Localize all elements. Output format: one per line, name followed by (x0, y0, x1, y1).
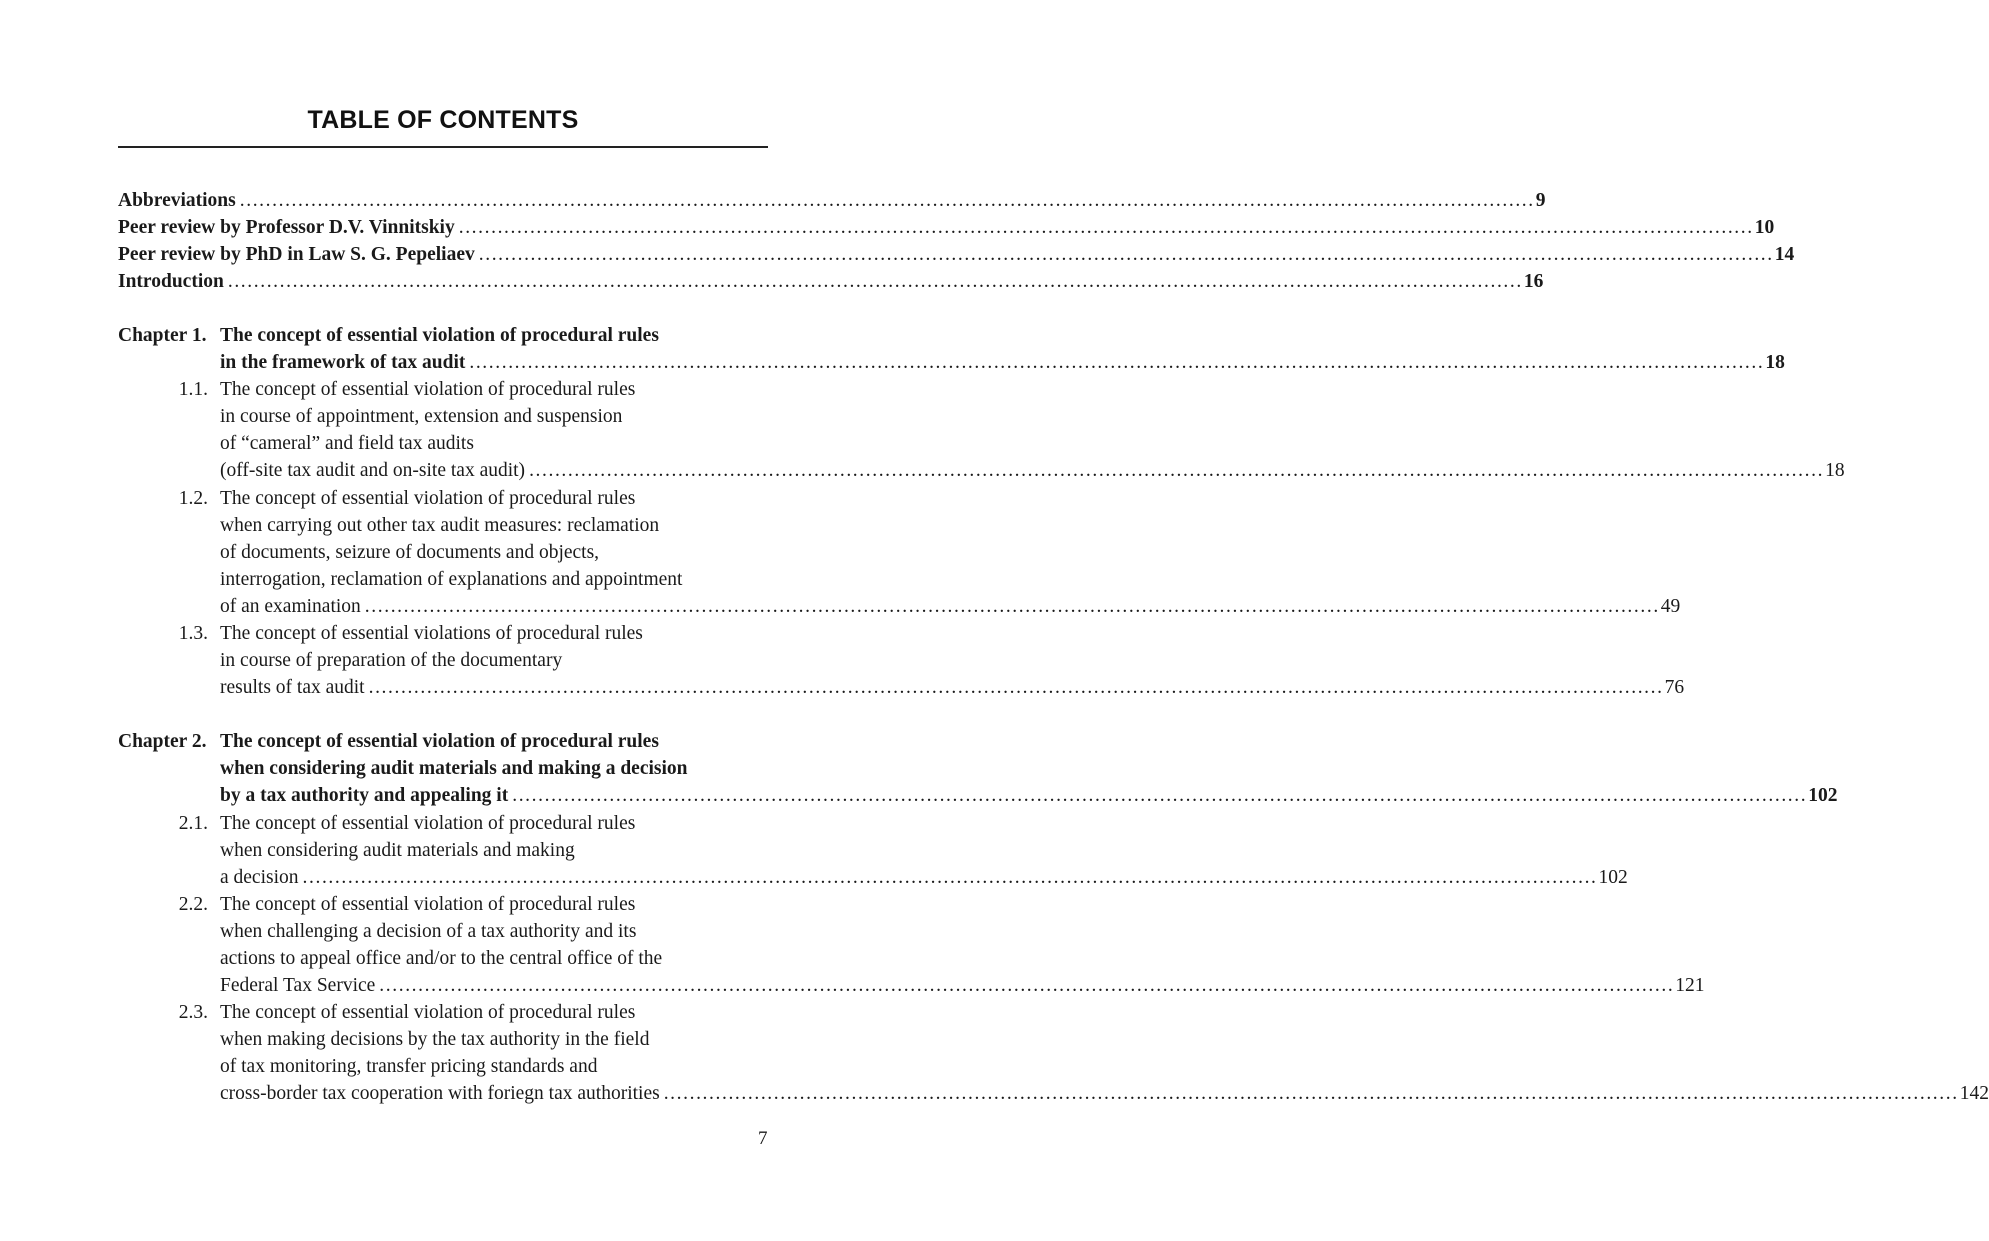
section-title-line: of “cameral” and field tax audits (220, 433, 474, 454)
leader-dots: ........................................................................................................................................................................................................ (512, 785, 1808, 806)
section-title-line: interrogation, reclamation of explanations and appointment (220, 569, 683, 590)
toc-entry-peer-review-vinnitskiy[interactable] (118, 214, 1775, 241)
entry-page: 18 (1825, 460, 1845, 481)
entry-title: Peer review by PhD in Law S. G. Pepeliaev (118, 244, 475, 265)
section-title-line: a decision (220, 867, 299, 888)
toc-section-2-2-cont[interactable] (118, 945, 768, 972)
section-number: 2.2. (178, 894, 208, 915)
section-number: 1.2. (178, 488, 208, 509)
entry-page: 9 (1535, 190, 1546, 211)
entry-title: Abbreviations (118, 190, 236, 211)
leader-dots: ........................................................................................................................................................................................................ (364, 596, 1660, 617)
toc-section-1-1-cont[interactable] (118, 457, 1845, 484)
leader-dots: ........................................................................................................................................................................................................ (227, 271, 1523, 292)
chapter-title-line: The concept of essential violation of procedural rules (220, 325, 659, 346)
toc-section-2-2-cont[interactable] (118, 918, 768, 945)
chapter-title-line: by a tax authority and appealing it (220, 785, 509, 806)
chapter-label: Chapter 1. (118, 325, 207, 346)
toc-entry-peer-review-pepeliaev[interactable] (118, 241, 1795, 268)
section-title-line: when considering audit materials and making (220, 840, 575, 861)
section-title-line: when carrying out other tax audit measures: reclamation (220, 515, 660, 536)
section-title-line: The concept of essential violations of procedural rules (220, 623, 643, 644)
toc-chapter-1-heading[interactable] (118, 322, 768, 349)
toc-section-1-3[interactable] (118, 620, 768, 647)
section-number: 1.1. (178, 379, 208, 400)
toc-section-2-3[interactable] (118, 999, 768, 1026)
leader-dots: ........................................................................................................................................................................................................ (529, 460, 1825, 481)
section-title-line: The concept of essential violation of procedural rules (220, 379, 636, 400)
entry-title: Introduction (118, 271, 224, 292)
leader-dots: ........................................................................................................................................................................................................ (469, 352, 1765, 373)
chapter-title-line: when considering audit materials and making a decision (220, 758, 688, 779)
toc-chapter-2-heading-cont[interactable] (118, 755, 768, 782)
chapter-title-line: in the framework of tax audit (220, 352, 466, 373)
leader-dots: ........................................................................................................................................................................................................ (458, 217, 1754, 238)
toc-section-2-3-cont[interactable] (118, 1053, 768, 1080)
section-title-line: The concept of essential violation of procedural rules (220, 813, 636, 834)
section-title-line: (off-site tax audit and on-site tax audit) (220, 460, 526, 481)
section-title-line: Federal Tax Service (220, 975, 376, 996)
toc-section-1-1-cont[interactable] (118, 403, 768, 430)
toc-section-1-2-cont[interactable] (118, 512, 768, 539)
toc-section-1-2-cont[interactable] (118, 539, 768, 566)
toc-section-1-1[interactable] (118, 376, 768, 403)
section-title-line: of tax monitoring, transfer pricing standards and (220, 1056, 598, 1077)
section-title-line: The concept of essential violation of procedural rules (220, 488, 636, 509)
chapter-title-line: The concept of essential violation of procedural rules (220, 731, 659, 752)
entry-page: 121 (1675, 975, 1705, 996)
toc-section-2-1-cont[interactable] (118, 837, 768, 864)
section-title-line: when challenging a decision of a tax authority and its (220, 921, 637, 942)
section-title-line: cross-border tax cooperation with foriegn tax authorities (220, 1083, 660, 1104)
toc-section-1-2-cont[interactable] (118, 593, 1681, 620)
leader-dots: ........................................................................................................................................................................................................ (478, 244, 1774, 265)
toc-section-2-2-cont[interactable] (118, 972, 1705, 999)
section-title-line: in course of preparation of the documentary (220, 650, 563, 671)
entry-page: 142 (1959, 1083, 1989, 1104)
section-title-line: The concept of essential violation of procedural rules (220, 1002, 636, 1023)
section-title-line: when making decisions by the tax authority in the field (220, 1029, 650, 1050)
toc-section-2-2[interactable] (118, 891, 768, 918)
page-title: TABLE OF CONTENTS (307, 106, 579, 134)
entry-page: 49 (1660, 596, 1681, 617)
section-title-line: of documents, seizure of documents and objects, (220, 542, 600, 563)
entry-page: 102 (1598, 867, 1628, 888)
title-underline (118, 146, 768, 148)
toc-entry-introduction[interactable] (118, 268, 1544, 295)
entry-page: 10 (1754, 217, 1775, 238)
toc-section-2-1-cont[interactable] (118, 864, 1628, 891)
toc-section-1-1-cont[interactable] (118, 430, 768, 457)
entry-page: 16 (1523, 271, 1544, 292)
entry-page: 102 (1808, 785, 1838, 806)
entry-title: Peer review by Professor D.V. Vinnitskiy (118, 217, 455, 238)
section-number: 2.1. (178, 813, 208, 834)
toc-section-1-2[interactable] (118, 485, 768, 512)
toc-section-1-3-cont[interactable] (118, 647, 768, 674)
toc-section-2-1[interactable] (118, 810, 768, 837)
chapter-label: Chapter 2. (118, 731, 207, 752)
leader-dots: ........................................................................................................................................................................................................ (239, 190, 1535, 211)
leader-dots: ........................................................................................................................................................................................................ (663, 1083, 1959, 1104)
section-title-line: results of tax audit (220, 677, 365, 698)
leader-dots: ........................................................................................................................................................................................................ (302, 867, 1598, 888)
toc-chapter-2-heading-cont[interactable] (118, 782, 1838, 809)
section-title-line: actions to appeal office and/or to the central office of the (220, 948, 663, 969)
toc-chapter-1-heading-cont[interactable] (118, 349, 1785, 376)
section-title-line: The concept of essential violation of procedural rules (220, 894, 636, 915)
page-number: 7 (758, 1128, 768, 1149)
toc-section-1-3-cont[interactable] (118, 674, 1685, 701)
entry-page: 76 (1664, 677, 1685, 698)
toc-chapter-2-heading[interactable] (118, 728, 768, 755)
section-title-line: of an examination (220, 596, 361, 617)
entry-page: 14 (1774, 244, 1795, 265)
leader-dots: ........................................................................................................................................................................................................ (368, 677, 1664, 698)
toc-entry-abbreviations[interactable] (118, 187, 1546, 214)
toc-section-2-3-cont[interactable] (118, 1080, 1989, 1107)
section-title-line: in course of appointment, extension and suspension (220, 406, 623, 427)
leader-dots: ........................................................................................................................................................................................................ (379, 975, 1675, 996)
entry-page: 18 (1765, 352, 1785, 373)
section-number: 1.3. (178, 623, 208, 644)
toc-section-1-2-cont[interactable] (118, 566, 768, 593)
toc-section-2-3-cont[interactable] (118, 1026, 768, 1053)
section-number: 2.3. (178, 1002, 208, 1023)
